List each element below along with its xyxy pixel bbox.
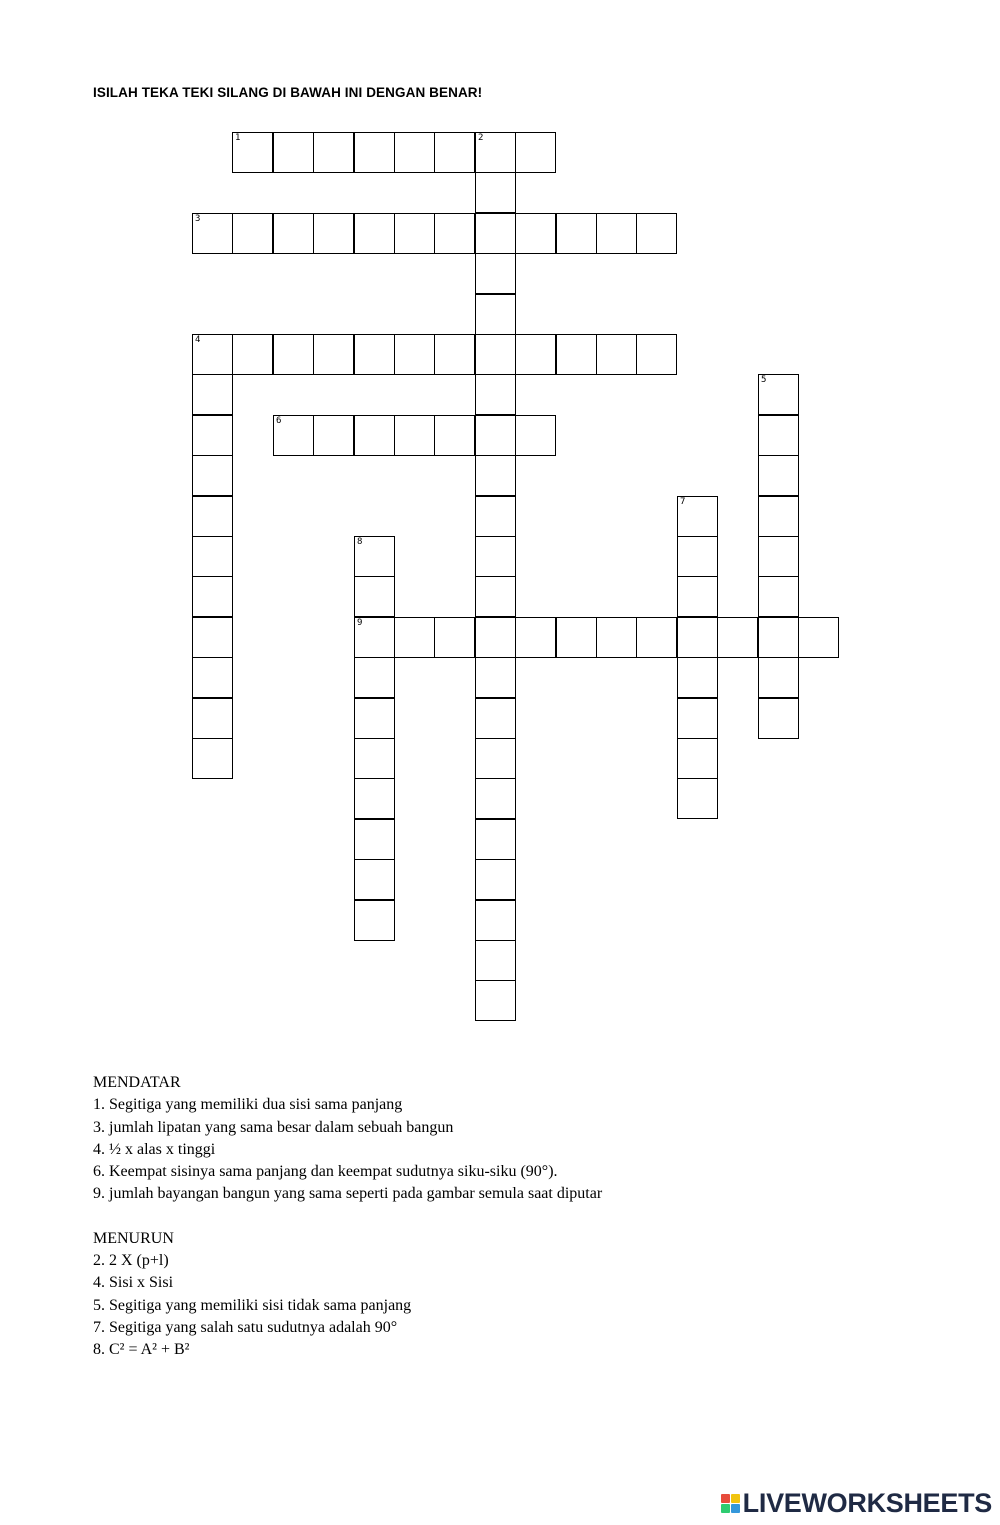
crossword-cell[interactable] xyxy=(596,213,637,254)
crossword-cell[interactable] xyxy=(434,132,475,173)
crossword-cell[interactable] xyxy=(434,415,475,456)
crossword-cell[interactable] xyxy=(677,738,718,779)
crossword-cell[interactable] xyxy=(192,334,233,375)
crossword-cell[interactable] xyxy=(798,617,839,658)
crossword-cell[interactable] xyxy=(434,213,475,254)
across-clue-1: 1. Segitiga yang memiliki dua sisi sama panjang xyxy=(93,1096,403,1114)
crossword-cell[interactable] xyxy=(394,617,435,658)
crossword-cell[interactable] xyxy=(677,496,718,537)
crossword-cell[interactable] xyxy=(475,980,516,1021)
crossword-cell[interactable] xyxy=(354,617,395,658)
crossword-cell[interactable] xyxy=(354,213,395,254)
logo-square-green xyxy=(721,1504,730,1513)
crossword-cell[interactable] xyxy=(556,334,597,375)
across-clue-9: 9. jumlah bayangan bangun yang sama seperti pada gambar semula saat diputar xyxy=(93,1185,603,1203)
crossword-cell[interactable] xyxy=(636,213,677,254)
crossword-cell[interactable] xyxy=(192,213,233,254)
crossword-cell[interactable] xyxy=(394,415,435,456)
crossword-cell[interactable] xyxy=(394,132,435,173)
crossword-cell[interactable] xyxy=(354,334,395,375)
crossword-cell[interactable] xyxy=(192,576,233,617)
crossword-cell[interactable] xyxy=(475,374,516,415)
crossword-cell[interactable] xyxy=(192,698,233,739)
crossword-cell[interactable] xyxy=(192,536,233,577)
crossword-cell[interactable] xyxy=(475,253,516,294)
crossword-cell[interactable] xyxy=(354,132,395,173)
crossword-cell[interactable] xyxy=(515,415,556,456)
crossword-cell[interactable] xyxy=(475,334,516,375)
crossword-cell[interactable] xyxy=(758,698,799,739)
crossword-cell[interactable] xyxy=(475,132,516,173)
crossword-cell[interactable] xyxy=(354,415,395,456)
crossword-cell[interactable] xyxy=(475,617,516,658)
crossword-cell[interactable] xyxy=(273,132,314,173)
crossword-cell[interactable] xyxy=(354,576,395,617)
logo-mark-icon xyxy=(721,1494,740,1513)
crossword-cell[interactable] xyxy=(556,617,597,658)
crossword-cell[interactable] xyxy=(475,778,516,819)
crossword-cell[interactable] xyxy=(475,455,516,496)
crossword-cell[interactable] xyxy=(758,455,799,496)
crossword-cell[interactable] xyxy=(394,334,435,375)
crossword-cell[interactable] xyxy=(313,132,354,173)
crossword-cell[interactable] xyxy=(475,698,516,739)
down-clue-7: 7. Segitiga yang salah satu sudutnya adalah 90° xyxy=(93,1318,398,1336)
clues-section xyxy=(93,1072,602,1362)
crossword-cell[interactable] xyxy=(717,617,758,658)
crossword-cell[interactable] xyxy=(192,657,233,698)
crossword-cell[interactable] xyxy=(475,294,516,335)
crossword-cell[interactable] xyxy=(758,657,799,698)
crossword-cell[interactable] xyxy=(232,334,273,375)
crossword-cell[interactable] xyxy=(354,900,395,941)
crossword-cell[interactable] xyxy=(475,940,516,981)
crossword-cell[interactable] xyxy=(232,132,273,173)
liveworksheets-logo xyxy=(721,1487,992,1519)
logo-square-yellow xyxy=(731,1494,740,1503)
crossword-cell[interactable] xyxy=(192,415,233,456)
crossword-cell[interactable] xyxy=(192,738,233,779)
clue-number: 3 xyxy=(195,214,201,224)
crossword-cell[interactable] xyxy=(758,415,799,456)
down-heading: MENURUN xyxy=(93,1229,174,1247)
crossword-cell[interactable] xyxy=(354,657,395,698)
crossword-cell[interactable] xyxy=(192,496,233,537)
crossword-cell[interactable] xyxy=(677,778,718,819)
crossword-cell[interactable] xyxy=(475,900,516,941)
crossword-cell[interactable] xyxy=(677,576,718,617)
clue-number: 7 xyxy=(680,497,686,507)
crossword-cell[interactable] xyxy=(434,617,475,658)
crossword-cell[interactable] xyxy=(475,576,516,617)
crossword-cell[interactable] xyxy=(758,617,799,658)
clue-number: 2 xyxy=(478,133,484,143)
crossword-cell[interactable] xyxy=(677,536,718,577)
crossword-cell[interactable] xyxy=(596,617,637,658)
crossword-cell[interactable] xyxy=(354,738,395,779)
crossword-cell[interactable] xyxy=(475,819,516,860)
crossword-cell[interactable] xyxy=(273,415,314,456)
clue-number: 8 xyxy=(357,537,363,547)
down-clue-8: 8. C² = A² + B² xyxy=(93,1341,190,1359)
crossword-cell[interactable] xyxy=(636,334,677,375)
across-clue-4: 4. ½ x alas x tinggi xyxy=(93,1140,216,1158)
across-heading: MENDATAR xyxy=(93,1074,181,1091)
crossword-cell[interactable] xyxy=(677,617,718,658)
crossword-cell[interactable] xyxy=(677,657,718,698)
crossword-cell[interactable] xyxy=(636,617,677,658)
crossword-cell[interactable] xyxy=(394,213,435,254)
crossword-cell[interactable] xyxy=(475,415,516,456)
crossword-cell[interactable] xyxy=(354,778,395,819)
crossword-cell[interactable] xyxy=(434,334,475,375)
crossword-cell[interactable] xyxy=(313,415,354,456)
crossword-cell[interactable] xyxy=(677,698,718,739)
crossword-cell[interactable] xyxy=(475,738,516,779)
crossword-cell[interactable] xyxy=(556,213,597,254)
crossword-cell[interactable] xyxy=(475,536,516,577)
clue-number: 1 xyxy=(235,133,241,143)
crossword-cell[interactable] xyxy=(192,374,233,415)
crossword-cell[interactable] xyxy=(515,132,556,173)
crossword-cell[interactable] xyxy=(475,172,516,213)
crossword-cell[interactable] xyxy=(515,213,556,254)
across-clue-3: 3. jumlah lipatan yang sama besar dalam sebuah bangun xyxy=(93,1118,454,1136)
crossword-cell[interactable] xyxy=(192,617,233,658)
crossword-cell[interactable] xyxy=(758,496,799,537)
down-clue-2: 2. 2 X (p+l) xyxy=(93,1252,169,1270)
clue-number: 5 xyxy=(761,375,767,385)
crossword-cell[interactable] xyxy=(596,334,637,375)
crossword-cell[interactable] xyxy=(475,496,516,537)
clue-number: 9 xyxy=(357,618,363,628)
crossword-cell[interactable] xyxy=(313,334,354,375)
clue-number: 4 xyxy=(195,335,201,345)
across-clue-6: 6. Keempat sisinya sama panjang dan keempat sudutnya siku-siku (90°). xyxy=(93,1163,558,1181)
crossword-cell[interactable] xyxy=(192,455,233,496)
logo-square-blue xyxy=(731,1504,740,1513)
crossword-cell[interactable] xyxy=(515,334,556,375)
down-clue-4: 4. Sisi x Sisi xyxy=(93,1274,174,1292)
crossword-cell[interactable] xyxy=(354,698,395,739)
logo-text: LIVEWORKSHEETS xyxy=(742,1487,992,1518)
crossword-cell[interactable] xyxy=(273,213,314,254)
logo-square-red xyxy=(721,1494,730,1503)
crossword-cell[interactable] xyxy=(515,617,556,658)
crossword-cell[interactable] xyxy=(232,213,273,254)
crossword-cell[interactable] xyxy=(758,576,799,617)
crossword-cell[interactable] xyxy=(354,819,395,860)
down-clue-5: 5. Segitiga yang memiliki sisi tidak sama panjang xyxy=(93,1296,412,1314)
crossword-cell[interactable] xyxy=(475,859,516,900)
crossword-cell[interactable] xyxy=(475,657,516,698)
clue-number: 6 xyxy=(276,416,282,426)
worksheet-title: ISILAH TEKA TEKI SILANG DI BAWAH INI DENGAN BENAR! xyxy=(93,85,483,100)
crossword-cell[interactable] xyxy=(313,213,354,254)
crossword-cell[interactable] xyxy=(273,334,314,375)
crossword-cell[interactable] xyxy=(758,374,799,415)
crossword-cell[interactable] xyxy=(354,536,395,577)
crossword-cell[interactable] xyxy=(354,859,395,900)
crossword-cell[interactable] xyxy=(758,536,799,577)
crossword-cell[interactable] xyxy=(475,213,516,254)
